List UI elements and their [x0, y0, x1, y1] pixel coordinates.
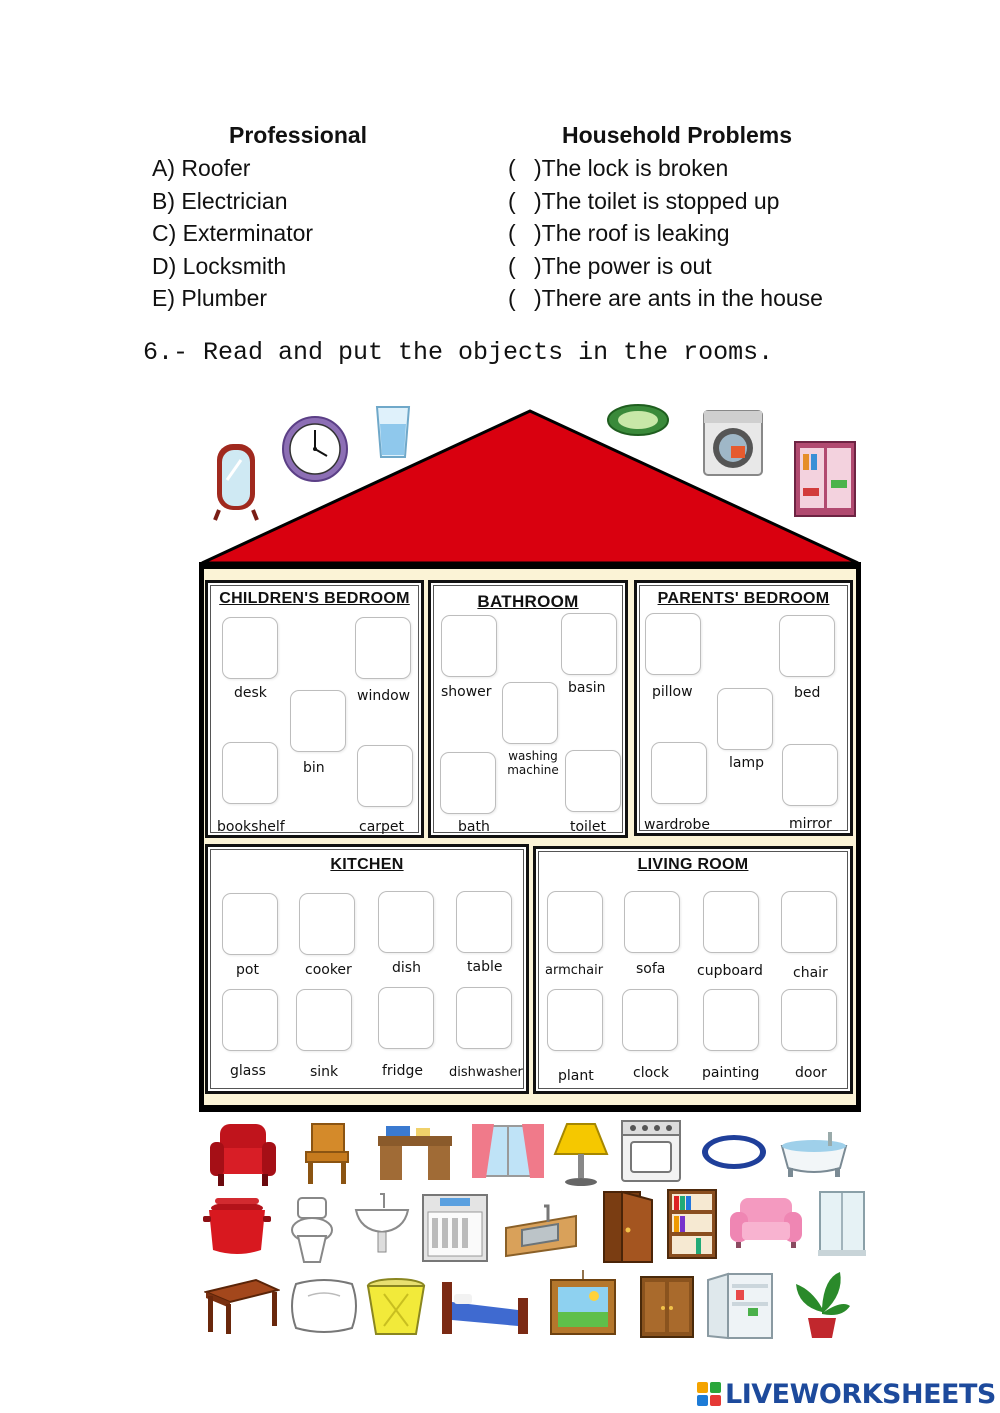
drop-box[interactable]	[781, 891, 837, 953]
label-line: machine	[507, 763, 559, 777]
room-title: CHILDREN'S BEDROOM	[219, 590, 410, 607]
item-label-window: window	[357, 688, 411, 704]
room-title: PARENTS' BEDROOM	[657, 590, 830, 607]
drop-box[interactable]	[703, 989, 759, 1051]
cooker-icon[interactable]	[619, 1118, 683, 1184]
item-label-clock: clock	[633, 1065, 669, 1081]
room-title: BATHROOM	[477, 592, 579, 611]
drop-box[interactable]	[622, 989, 678, 1051]
drop-box[interactable]	[440, 752, 496, 814]
bed-icon[interactable]	[440, 1280, 530, 1338]
liveworksheets-logo	[697, 1377, 996, 1411]
item-label-toilet: toilet	[570, 819, 606, 835]
clock-icon[interactable]	[280, 414, 350, 484]
drop-box[interactable]	[456, 891, 512, 953]
window-icon[interactable]	[470, 1122, 546, 1182]
item-label-sofa: sofa	[636, 961, 666, 977]
table-icon[interactable]	[204, 1276, 280, 1336]
logo-mark-icon	[697, 1382, 721, 1406]
bin-icon[interactable]	[364, 1276, 428, 1338]
item-label-wardrobe: wardrobe	[644, 817, 710, 833]
drop-box[interactable]	[222, 893, 278, 955]
drop-box[interactable]	[222, 617, 278, 679]
drop-box[interactable]	[717, 688, 773, 750]
item-label-desk: desk	[234, 685, 267, 701]
sofa-icon[interactable]	[728, 1194, 804, 1250]
drop-box[interactable]	[355, 617, 411, 679]
label-line: washing	[508, 749, 558, 763]
item-label-fridge: fridge	[382, 1063, 423, 1079]
drop-box[interactable]	[561, 613, 617, 675]
kitchen-room	[205, 844, 529, 1094]
shower-icon[interactable]	[816, 1188, 868, 1258]
door-icon[interactable]	[600, 1190, 654, 1264]
drop-box[interactable]	[645, 613, 701, 675]
item-label-armchair: armchair	[545, 963, 604, 978]
drop-box[interactable]	[565, 750, 621, 812]
drop-box[interactable]	[624, 891, 680, 953]
item-label-dishwasher: dishwasher	[449, 1065, 523, 1080]
drop-box[interactable]	[378, 891, 434, 953]
professional-item: E) Plumber	[152, 285, 268, 312]
cupboard-icon[interactable]	[638, 1274, 696, 1340]
problem-item	[508, 282, 823, 315]
drop-box[interactable]	[502, 682, 558, 744]
problem-item	[508, 250, 823, 283]
item-label-plant: plant	[558, 1068, 594, 1084]
dishwasher-icon[interactable]	[420, 1192, 490, 1264]
professional-item: A) Roofer	[152, 155, 251, 181]
logo-text: LIVEWORKSHEETS	[725, 1378, 996, 1410]
drop-box[interactable]	[441, 615, 497, 677]
item-label-mirror: mirror	[789, 816, 832, 832]
drop-box[interactable]	[222, 742, 278, 804]
painting-icon[interactable]	[548, 1268, 618, 1338]
item-label-bath: bath	[458, 819, 490, 835]
logo-square	[697, 1382, 708, 1393]
problem-item	[508, 185, 823, 218]
item-label-pillow: pillow	[652, 684, 693, 700]
armchair-icon[interactable]	[208, 1120, 278, 1188]
problems-list	[508, 152, 823, 315]
item-label-table: table	[467, 959, 503, 975]
room-title: KITCHEN	[330, 856, 404, 873]
answer-blank[interactable]: (	[508, 220, 516, 247]
basin-icon[interactable]	[354, 1190, 410, 1260]
wardrobe-icon[interactable]	[793, 440, 857, 518]
drop-box[interactable]	[222, 989, 278, 1051]
problem-text: )There are ants in the house	[534, 285, 823, 312]
item-label-bin: bin	[303, 760, 325, 776]
answer-blank[interactable]: (	[508, 187, 516, 214]
room-title: LIVING ROOM	[637, 856, 749, 873]
problem-text: )The power is out	[534, 252, 712, 279]
item-label-bookshelf: bookshelf	[217, 819, 285, 835]
item-label-dish: dish	[392, 960, 421, 976]
item-label-cupboard: cupboard	[697, 963, 763, 979]
professional-item: B) Electrician	[152, 187, 288, 214]
item-label-shower: shower	[441, 684, 492, 700]
plant-icon[interactable]	[792, 1268, 852, 1340]
drop-box[interactable]	[703, 891, 759, 953]
household-problems-header: Household Problems	[562, 122, 793, 148]
drop-box[interactable]	[378, 987, 434, 1049]
desk-icon[interactable]	[376, 1122, 454, 1182]
drop-box[interactable]	[781, 989, 837, 1051]
item-label-lamp: lamp	[729, 755, 764, 771]
problem-item	[508, 217, 823, 250]
toilet-icon[interactable]	[288, 1196, 336, 1266]
logo-square	[710, 1395, 721, 1406]
dish-icon[interactable]	[700, 1132, 768, 1172]
item-label-basin: basin	[568, 680, 606, 696]
drop-box[interactable]	[456, 987, 512, 1049]
drop-box[interactable]	[782, 744, 838, 806]
sink-icon[interactable]	[504, 1202, 578, 1258]
exercise-instruction: 6.- Read and put the objects in the rooms.	[143, 338, 774, 367]
lamp-icon[interactable]	[553, 1120, 609, 1188]
professional-item: D) Locksmith	[152, 252, 287, 279]
problem-text: )The lock is broken	[534, 155, 729, 181]
mirror-icon[interactable]	[211, 440, 261, 522]
drop-box[interactable]	[299, 893, 355, 955]
dish-icon[interactable]	[606, 402, 670, 438]
item-label-washing-machine	[501, 749, 565, 777]
pot-icon[interactable]	[203, 1196, 271, 1258]
item-label-sink: sink	[310, 1064, 339, 1080]
fridge-icon[interactable]	[706, 1272, 774, 1340]
problem-item	[508, 152, 823, 185]
drop-box[interactable]	[779, 615, 835, 677]
drop-box[interactable]	[651, 742, 707, 804]
washing-machine-icon[interactable]	[701, 408, 765, 478]
chair-icon[interactable]	[298, 1122, 354, 1186]
item-label-pot: pot	[236, 962, 259, 978]
bathroom-room	[428, 580, 628, 838]
pillow-icon[interactable]	[290, 1276, 358, 1336]
drop-box[interactable]	[547, 891, 603, 953]
item-label-bed: bed	[794, 685, 821, 701]
item-label-carpet: carpet	[359, 819, 405, 835]
bookshelf-icon[interactable]	[666, 1188, 718, 1260]
professional-header: Professional	[229, 122, 368, 148]
item-label-cooker: cooker	[305, 962, 352, 978]
parents-bedroom-room	[634, 580, 853, 836]
problem-text: )The roof is leaking	[534, 220, 730, 247]
item-label-glass: glass	[230, 1063, 266, 1079]
item-label-chair: chair	[793, 965, 828, 981]
drop-box[interactable]	[296, 989, 352, 1051]
drop-box[interactable]	[290, 690, 346, 752]
professional-list	[152, 152, 313, 315]
drop-box[interactable]	[547, 989, 603, 1051]
problem-text: )The toilet is stopped up	[534, 187, 780, 214]
logo-square	[710, 1382, 721, 1393]
professional-item: C) Exterminator	[152, 220, 314, 247]
living-room-room	[533, 846, 853, 1094]
answer-blank[interactable]: (	[508, 252, 516, 279]
answer-blank[interactable]: (	[508, 285, 516, 312]
childrens-bedroom-room	[205, 580, 424, 838]
answer-blank[interactable]: (	[508, 155, 516, 181]
drop-box[interactable]	[357, 745, 413, 807]
glass-icon[interactable]	[374, 404, 412, 460]
item-label-door: door	[795, 1065, 827, 1081]
bath-icon[interactable]	[778, 1128, 850, 1180]
logo-square	[697, 1395, 708, 1406]
item-label-painting: painting	[702, 1065, 760, 1081]
